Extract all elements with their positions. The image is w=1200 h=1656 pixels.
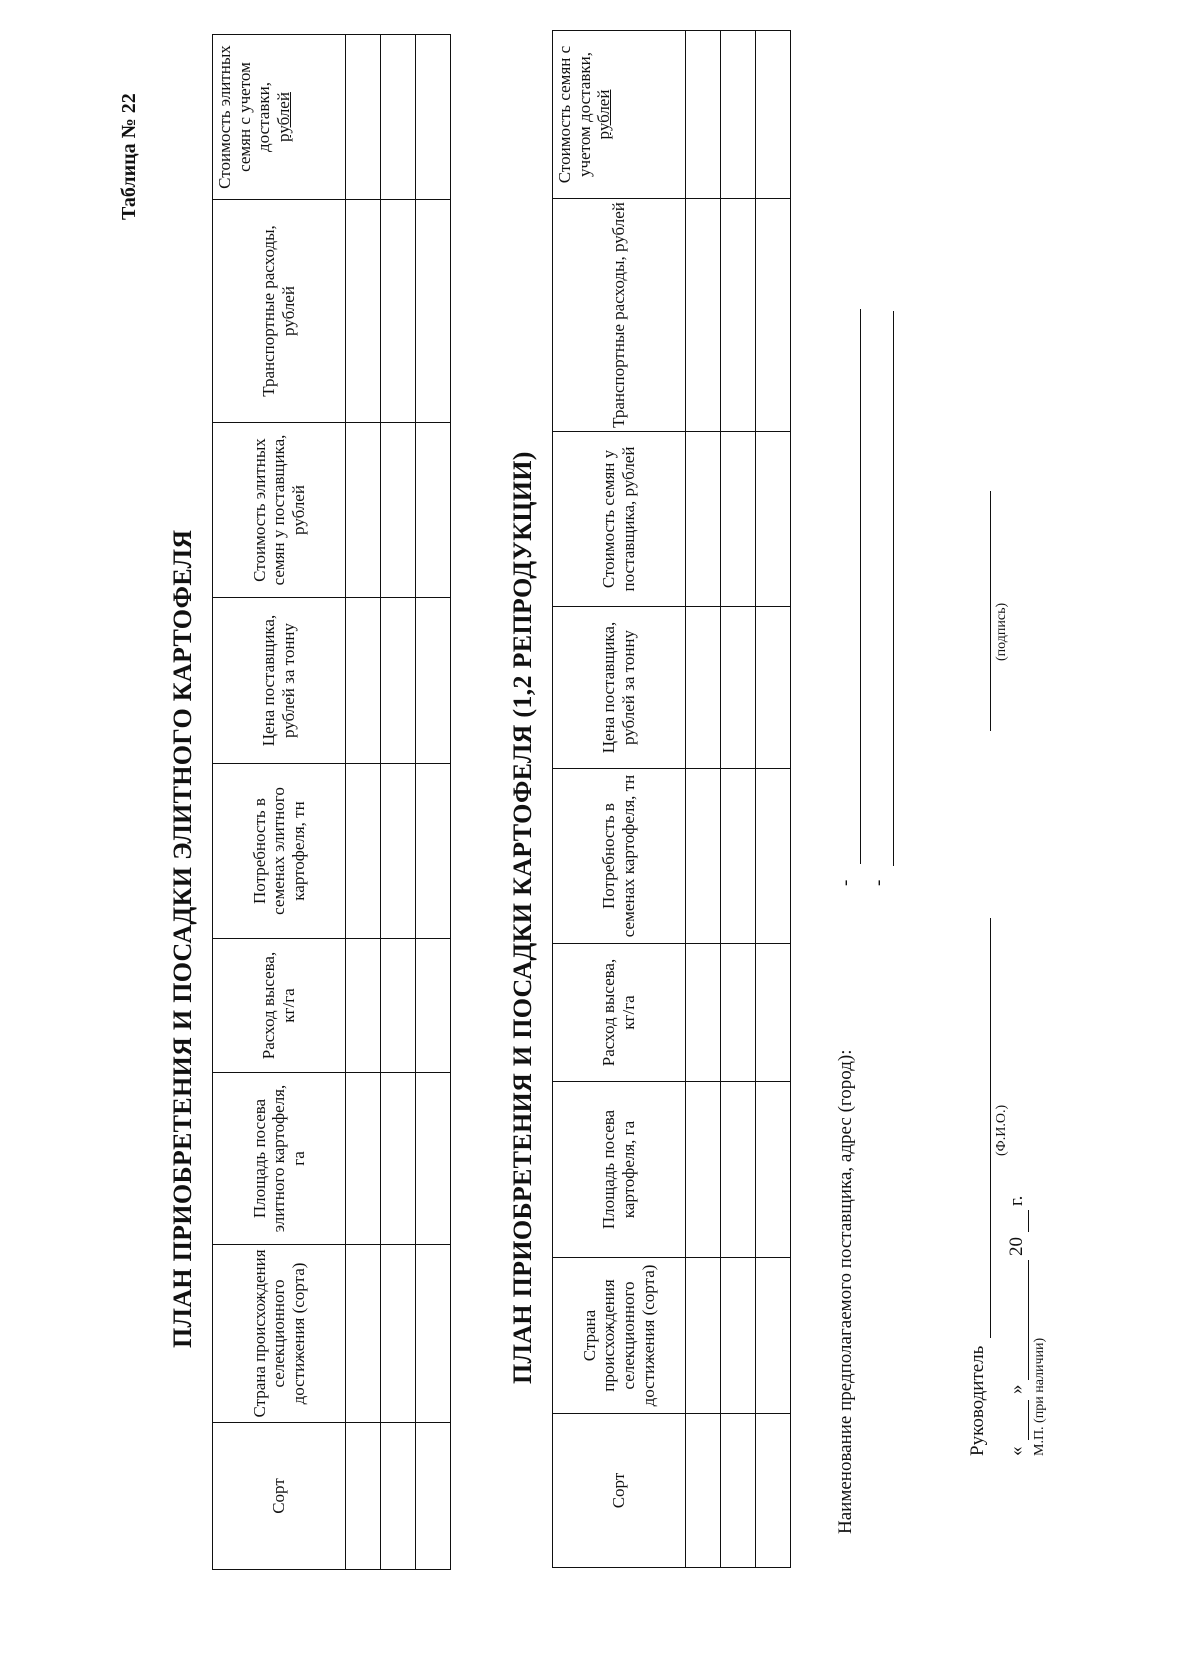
- table2-cell[interactable]: [686, 1258, 721, 1414]
- table2-cell[interactable]: [721, 31, 756, 199]
- table1-header-total-cost-unit: рублей: [273, 92, 293, 142]
- table1-title: ПЛАН ПРИОБРЕТЕНИЯ И ПОСАДКИ ЭЛИТНОГО КАРТОФЕЛЯ: [168, 529, 197, 1348]
- table2-header-row: [553, 31, 686, 1568]
- table1-cell[interactable]: [381, 200, 416, 423]
- table1-cell[interactable]: [416, 423, 451, 598]
- supplier-line-2[interactable]: [893, 311, 894, 866]
- table2-header-seeding-rate: Расход высева, кг/га: [553, 944, 686, 1082]
- table1-cell[interactable]: [381, 1245, 416, 1423]
- table2-header-supplier-cost: Стоимость семян у поставщика, рублей: [553, 432, 686, 607]
- fio-caption: (Ф.И.О.): [994, 1104, 1009, 1156]
- supplier-label: Наименование предполагаемого поставщика, адрес (город):: [835, 1049, 856, 1534]
- table1-cell[interactable]: [381, 939, 416, 1073]
- table2-row: [756, 31, 791, 1568]
- table2-cell[interactable]: [756, 31, 791, 199]
- table1-header-supplier-price: Цена поставщика, рублей за тонну: [213, 598, 346, 764]
- table1-header-country: Страна происхождения селекционного достижения (сорта): [213, 1245, 346, 1423]
- supplier-dash-1: -: [835, 879, 856, 886]
- date-open-quote: «: [1006, 1446, 1027, 1456]
- date-month-line[interactable]: [1028, 1260, 1029, 1380]
- table1-header-variety: Сорт: [213, 1423, 346, 1570]
- table2-cell[interactable]: [756, 1414, 791, 1568]
- table2-header-total-cost: [553, 31, 686, 199]
- signature-caption: (подпись): [994, 602, 1009, 661]
- table-number: Таблица № 22: [118, 93, 140, 220]
- table2-title: ПЛАН ПРИОБРЕТЕНИЯ И ПОСАДКИ КАРТОФЕЛЯ (1,2 РЕПРОДУКЦИИ): [508, 451, 537, 1384]
- head-fio-line[interactable]: [990, 918, 991, 1338]
- table2-cell[interactable]: [686, 199, 721, 432]
- table1-cell[interactable]: [346, 35, 381, 200]
- table2-cell[interactable]: [721, 432, 756, 607]
- table1-header-supplier-cost: Стоимость элитных семян у поставщика, рублей: [213, 423, 346, 598]
- table1-cell[interactable]: [346, 1423, 381, 1570]
- table2-cell[interactable]: [721, 607, 756, 769]
- supplier-line-1[interactable]: [860, 309, 861, 864]
- stamp-note: М.П. (при наличии): [1032, 1337, 1047, 1456]
- table2-header-total-cost-unit: рублей: [594, 89, 614, 140]
- table2-header-total-cost-text: Стоимость семян с учетом доставки,: [555, 45, 594, 184]
- table2-cell[interactable]: [686, 769, 721, 944]
- table1-header-transport: Транспортные расходы, рублей: [213, 200, 346, 423]
- table2-cell[interactable]: [721, 1414, 756, 1568]
- table1-cell[interactable]: [416, 35, 451, 200]
- table2-cell[interactable]: [721, 1258, 756, 1414]
- table2-cell[interactable]: [756, 944, 791, 1082]
- table2-cell[interactable]: [686, 1414, 721, 1568]
- table2-cell[interactable]: [721, 1082, 756, 1258]
- table2-cell[interactable]: [686, 607, 721, 769]
- table1-row: [416, 35, 451, 1570]
- table2-header-country: Страна происхождения селекционного достижения (сорта): [553, 1258, 686, 1414]
- table2-header-area: Площадь посева картофеля, га: [553, 1082, 686, 1258]
- table1-cell[interactable]: [346, 1073, 381, 1245]
- table1-header-row: [213, 35, 346, 1570]
- table1-cell[interactable]: [416, 598, 451, 764]
- table1-cell[interactable]: [416, 1073, 451, 1245]
- table1: [212, 34, 451, 1570]
- table2-row: [721, 31, 756, 1568]
- date-year-suffix: г.: [1006, 1195, 1027, 1206]
- table2-cell[interactable]: [756, 1258, 791, 1414]
- table1-cell[interactable]: [346, 939, 381, 1073]
- table2: [552, 30, 791, 1568]
- date-day-line[interactable]: [1028, 1400, 1029, 1440]
- table1-cell[interactable]: [381, 1423, 416, 1570]
- table2-cell[interactable]: [756, 432, 791, 607]
- table1-cell[interactable]: [416, 1245, 451, 1423]
- supplier-dash-2: -: [868, 879, 889, 886]
- date-year-line[interactable]: [1028, 1210, 1029, 1232]
- table1-cell[interactable]: [346, 200, 381, 423]
- table2-cell[interactable]: [756, 607, 791, 769]
- date-year-prefix: 20: [1006, 1237, 1027, 1256]
- signature-line[interactable]: [990, 491, 991, 731]
- table1-header-total-cost: [213, 35, 346, 200]
- table1-cell[interactable]: [416, 764, 451, 939]
- table1-cell[interactable]: [381, 35, 416, 200]
- table2-cell[interactable]: [686, 31, 721, 199]
- table1-row: [346, 35, 381, 1570]
- table1-header-total-cost-text: Стоимость элитных семян с учетом доставки,: [215, 45, 274, 189]
- head-label: Руководитель: [967, 1345, 988, 1456]
- table2-header-supplier-price: Цена поставщика, рублей за тонну: [553, 607, 686, 769]
- table1-cell[interactable]: [416, 200, 451, 423]
- table2-cell[interactable]: [686, 944, 721, 1082]
- table1-cell[interactable]: [346, 598, 381, 764]
- table2-header-transport: Транспортные расходы, рублей: [553, 199, 686, 432]
- date-close-quote: »: [1006, 1384, 1027, 1394]
- table1-header-area: Площадь посева элитного картофеля, га: [213, 1073, 346, 1245]
- table1-cell[interactable]: [346, 1245, 381, 1423]
- table1-cell[interactable]: [416, 939, 451, 1073]
- table1-cell[interactable]: [416, 1423, 451, 1570]
- table1-header-seeding-rate: Расход высева, кг/га: [213, 939, 346, 1073]
- table2-cell[interactable]: [686, 1082, 721, 1258]
- table1-cell[interactable]: [346, 423, 381, 598]
- table2-row: [686, 31, 721, 1568]
- table1-header-seed-need: Потребность в семенах элитного картофеля, тн: [213, 764, 346, 939]
- table1-cell[interactable]: [381, 1073, 416, 1245]
- table1-cell[interactable]: [346, 764, 381, 939]
- table2-cell[interactable]: [721, 199, 756, 432]
- table2-cell[interactable]: [756, 199, 791, 432]
- table1-cell[interactable]: [381, 598, 416, 764]
- table1-cell[interactable]: [381, 764, 416, 939]
- table2-cell[interactable]: [756, 769, 791, 944]
- table2-cell[interactable]: [686, 432, 721, 607]
- table2-cell[interactable]: [721, 944, 756, 1082]
- table1-cell[interactable]: [381, 423, 416, 598]
- table2-cell[interactable]: [721, 769, 756, 944]
- table2-cell[interactable]: [756, 1082, 791, 1258]
- table2-header-seed-need: Потребность в семенах картофеля, тн: [553, 769, 686, 944]
- table2-header-variety: Сорт: [553, 1414, 686, 1568]
- table1-row: [381, 35, 416, 1570]
